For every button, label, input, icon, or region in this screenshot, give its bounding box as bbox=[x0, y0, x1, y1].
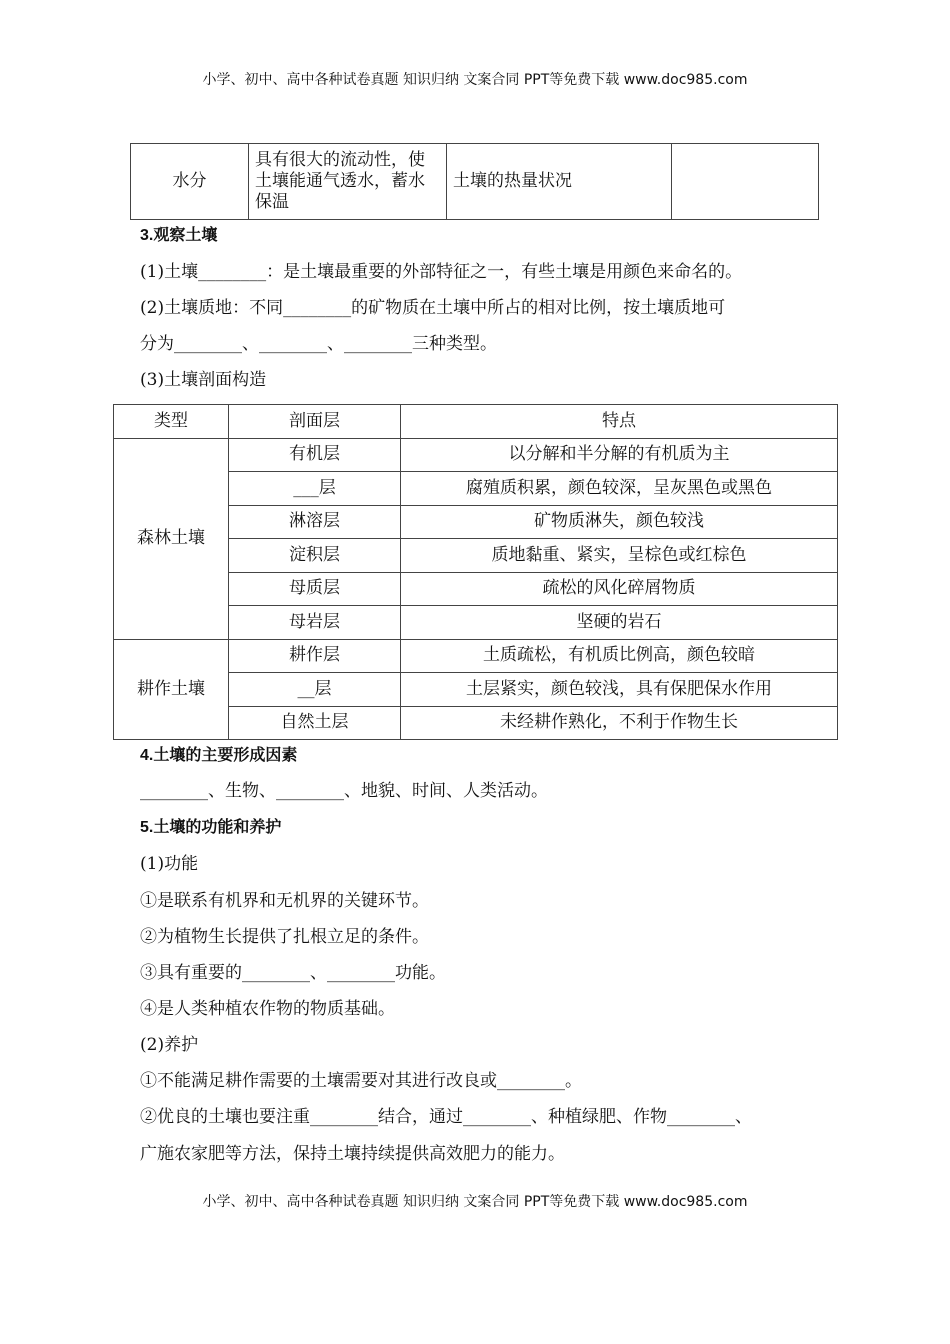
cell: 水分 bbox=[131, 144, 249, 220]
layer-cell: 淋溶层 bbox=[229, 505, 401, 539]
paragraph: (3)土壤剖面构造 bbox=[140, 370, 267, 390]
section-heading: 3.观察土壤 bbox=[140, 227, 218, 244]
layer-cell: 母质层 bbox=[229, 572, 401, 606]
paragraph: (2)土壤质地：不同________的矿物质在土壤中所占的相对比例，按土壤质地可 bbox=[140, 298, 726, 318]
paragraph: ________、生物、________、地貌、时间、人类活动。 bbox=[140, 781, 548, 801]
page-footer: 小学、初中、高中各种试卷真题 知识归纳 文案合同 PPT等免费下载 www.doc985.com bbox=[202, 1194, 748, 1210]
table-row bbox=[114, 438, 838, 472]
feature-cell: 土质疏松，有机质比例高，颜色较暗 bbox=[401, 639, 838, 673]
soil-profile-table bbox=[113, 404, 838, 740]
header-cell: 类型 bbox=[114, 405, 229, 439]
paragraph: (1)土壤________：是土壤最重要的外部特征之一，有些土壤是用颜色来命名的。 bbox=[140, 262, 743, 282]
paragraph: 广施农家肥等方法，保持土壤持续提供高效肥力的能力。 bbox=[140, 1144, 565, 1164]
layer-cell: 有机层 bbox=[229, 438, 401, 472]
paragraph: ②优良的土壤也要注重________结合，通过________、种植绿肥、作物________、 bbox=[140, 1107, 752, 1127]
layer-cell: 淀积层 bbox=[229, 539, 401, 573]
feature-cell: 质地黏重、紧实，呈棕色或红棕色 bbox=[401, 539, 838, 573]
paragraph: ①是联系有机界和无机界的关键环节。 bbox=[140, 891, 429, 911]
layer-cell: ___层 bbox=[229, 472, 401, 506]
cell: 具有很大的流动性，使土壤能通气透水，蓄水保温 bbox=[249, 144, 447, 220]
feature-cell: 坚硬的岩石 bbox=[401, 606, 838, 640]
paragraph: 分为________、________、________三种类型。 bbox=[140, 334, 497, 354]
feature-cell: 以分解和半分解的有机质为主 bbox=[401, 438, 838, 472]
layer-cell: 耕作层 bbox=[229, 639, 401, 673]
table-row bbox=[114, 639, 838, 673]
feature-cell: 土层紧实，颜色较浅，具有保肥保水作用 bbox=[401, 673, 838, 707]
paragraph: ③具有重要的________、________功能。 bbox=[140, 963, 446, 983]
feature-cell: 矿物质淋失，颜色较浅 bbox=[401, 505, 838, 539]
section-heading: 5.土壤的功能和养护 bbox=[140, 819, 282, 836]
type-cell: 耕作土壤 bbox=[114, 639, 229, 740]
paragraph: ④是人类种植农作物的物质基础。 bbox=[140, 999, 395, 1019]
page-header: 小学、初中、高中各种试卷真题 知识归纳 文案合同 PPT等免费下载 www.doc985.com bbox=[202, 72, 748, 88]
header-cell: 特点 bbox=[401, 405, 838, 439]
paragraph: (2)养护 bbox=[140, 1035, 199, 1055]
type-cell: 森林土壤 bbox=[114, 438, 229, 639]
table-header-row bbox=[114, 405, 838, 439]
feature-cell: 疏松的风化碎屑物质 bbox=[401, 572, 838, 606]
paragraph: ①不能满足耕作需要的土壤需要对其进行改良或________。 bbox=[140, 1071, 582, 1091]
cell: 土壤的热量状况 bbox=[447, 144, 672, 220]
header-cell: 剖面层 bbox=[229, 405, 401, 439]
paragraph: ②为植物生长提供了扎根立足的条件。 bbox=[140, 927, 429, 947]
paragraph: (1)功能 bbox=[140, 854, 199, 874]
section-heading: 4.土壤的主要形成因素 bbox=[140, 747, 298, 764]
layer-cell: 自然土层 bbox=[229, 706, 401, 740]
soil-components-table bbox=[130, 143, 819, 220]
layer-cell: 母岩层 bbox=[229, 606, 401, 640]
feature-cell: 未经耕作熟化，不利于作物生长 bbox=[401, 706, 838, 740]
layer-cell: __层 bbox=[229, 673, 401, 707]
feature-cell: 腐殖质积累，颜色较深，呈灰黑色或黑色 bbox=[401, 472, 838, 506]
cell bbox=[672, 144, 819, 220]
